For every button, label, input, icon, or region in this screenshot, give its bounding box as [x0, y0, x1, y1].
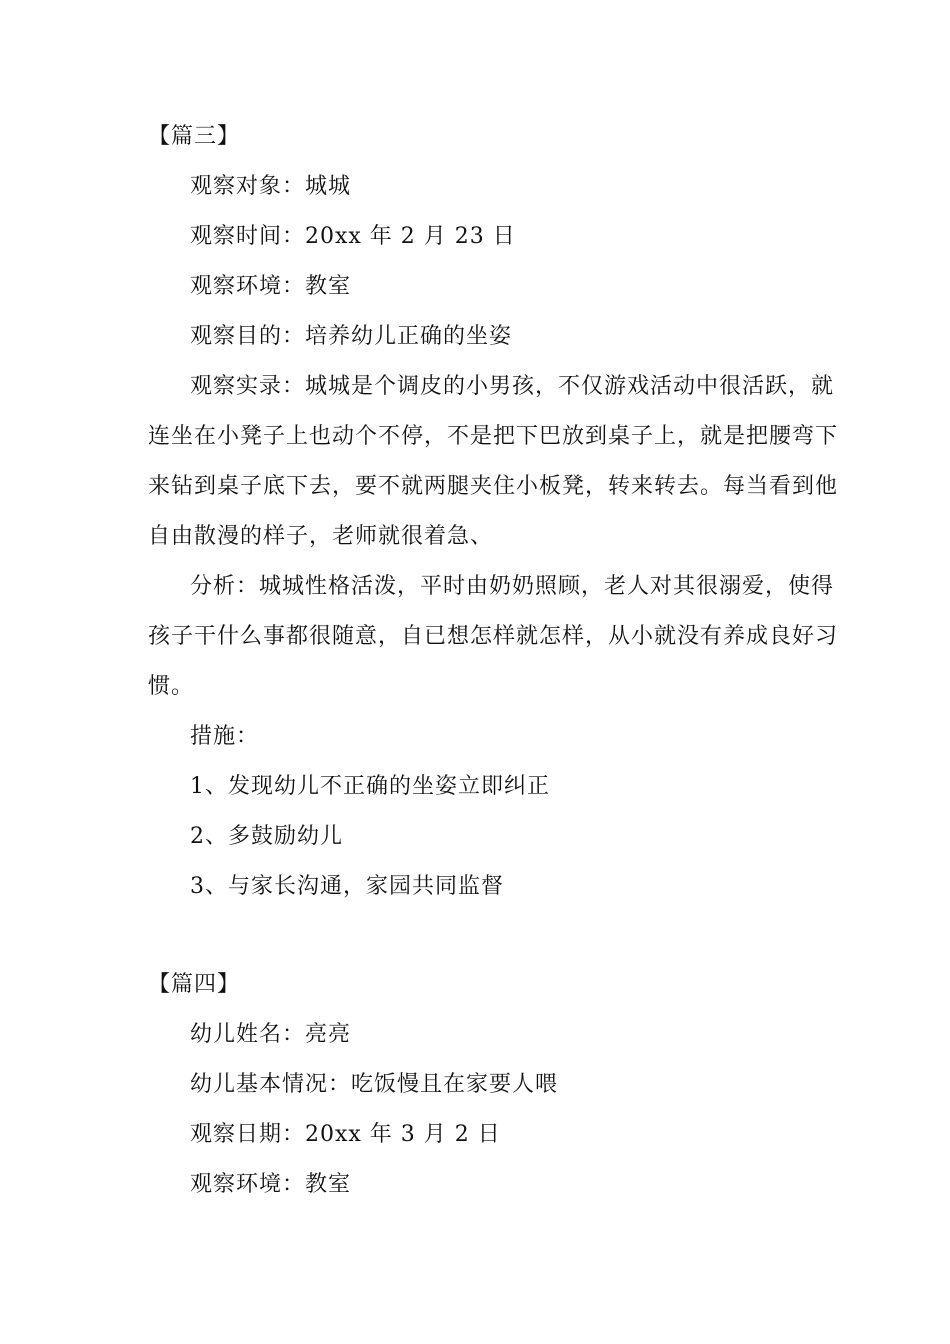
analysis-line-1: 分析：城城性格活泼，平时由奶奶照顾，老人对其很溺爱，使得 [190, 574, 835, 599]
section-3-heading: 【篇三】 [148, 124, 241, 149]
observation-time: 观察时间：20xx 年 2 月 23 日 [190, 224, 516, 249]
observation-purpose: 观察目的：培养幼儿正确的坐姿 [190, 324, 513, 349]
measure-item-2: 2、多鼓励幼儿 [190, 824, 343, 849]
record-line-2: 连坐在小凳子上也动个不停，不是把下巴放到桌子上，就是把腰弯下 [148, 424, 839, 449]
observation-environment: 观察环境：教室 [190, 274, 352, 299]
measures-label: 措施： [190, 724, 260, 749]
record-line-1: 观察实录：城城是个调皮的小男孩，不仅游戏活动中很活跃，就 [190, 374, 835, 399]
observation-object: 观察对象：城城 [190, 174, 352, 199]
analysis-line-3: 惯。 [148, 674, 195, 699]
measure-item-3: 3、与家长沟通，家园共同监督 [190, 874, 504, 899]
record-line-3: 来钻到桌子底下去，要不就两腿夹住小板凳，转来转去。每当看到他 [148, 474, 839, 499]
observation-environment-2: 观察环境：教室 [190, 1172, 352, 1197]
observation-date: 观察日期：20xx 年 3 月 2 日 [190, 1122, 501, 1147]
child-name: 幼儿姓名：亮亮 [190, 1022, 352, 1047]
analysis-line-2: 孩子干什么事都很随意，自已想怎样就怎样，从小就没有养成良好习 [148, 624, 839, 649]
measure-item-1: 1、发现幼儿不正确的坐姿立即纠正 [190, 774, 550, 799]
child-basic-info: 幼儿基本情况：吃饭慢且在家要人喂 [190, 1072, 559, 1097]
record-line-4: 自由散漫的样子，老师就很着急、 [148, 524, 494, 549]
section-4-heading: 【篇四】 [148, 972, 241, 997]
